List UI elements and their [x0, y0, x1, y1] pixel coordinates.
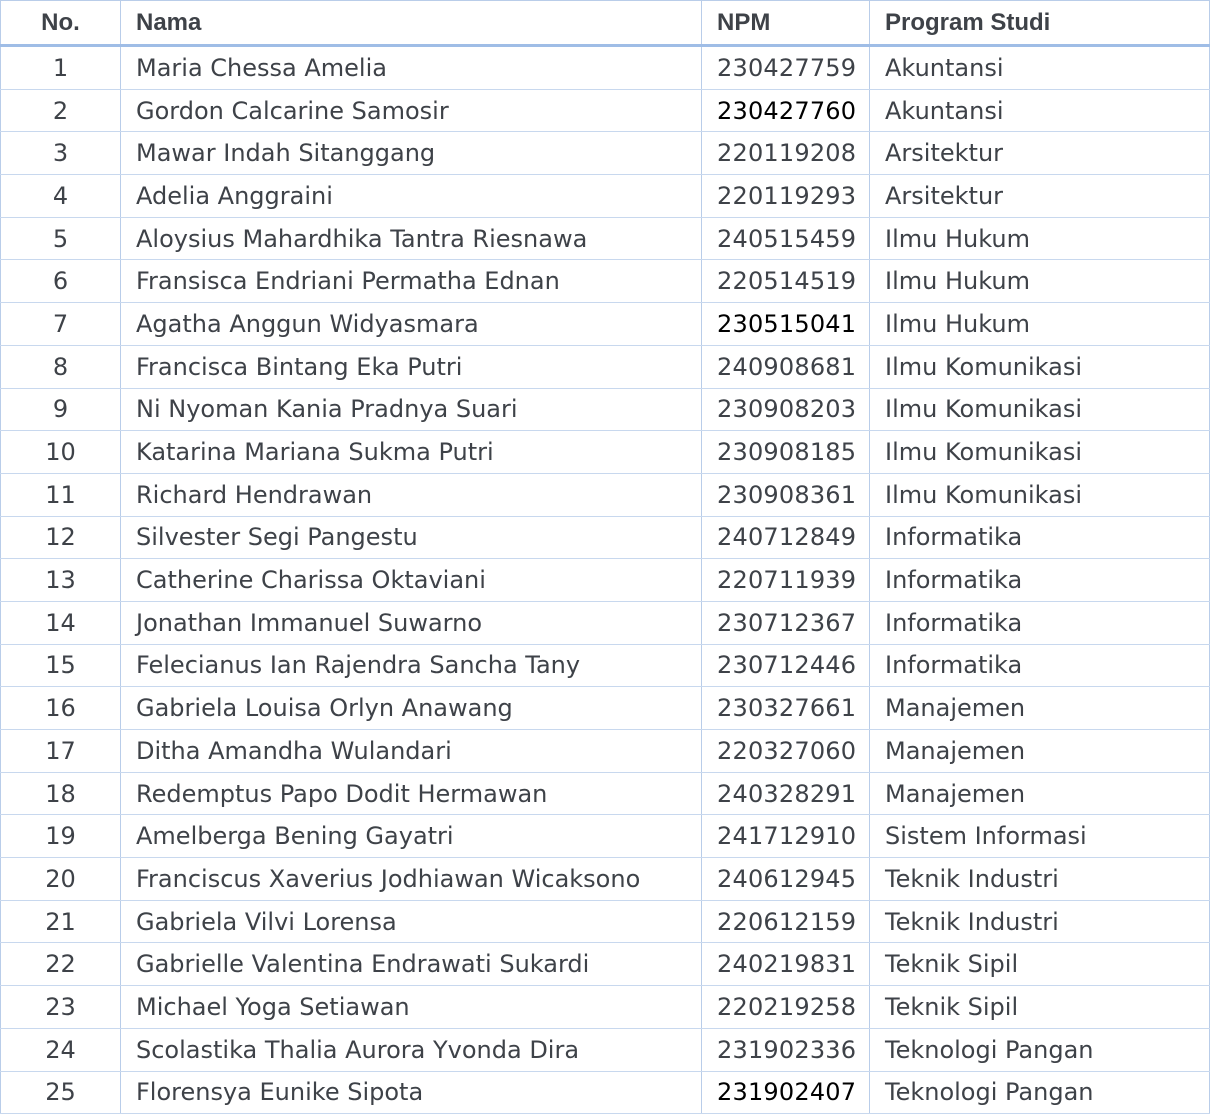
table-row — [1, 303, 1210, 346]
row-number: 14 — [1, 601, 121, 644]
row-number: 13 — [1, 559, 121, 602]
student-name: Michael Yoga Setiawan — [121, 986, 702, 1029]
table-row — [1, 473, 1210, 516]
row-number: 7 — [1, 303, 121, 346]
student-name: Ditha Amandha Wulandari — [121, 730, 702, 773]
program-studi: Akuntansi — [870, 46, 1210, 90]
student-npm: 240612945 — [702, 858, 870, 901]
row-number: 9 — [1, 388, 121, 431]
header-row — [1, 1, 1210, 46]
student-npm: 230908361 — [702, 473, 870, 516]
student-name: Ni Nyoman Kania Pradnya Suari — [121, 388, 702, 431]
row-number: 4 — [1, 175, 121, 218]
table-row — [1, 644, 1210, 687]
row-number: 21 — [1, 900, 121, 943]
row-number: 16 — [1, 687, 121, 730]
row-number: 15 — [1, 644, 121, 687]
header-program-studi: Program Studi — [870, 1, 1210, 46]
row-number: 12 — [1, 516, 121, 559]
table-row — [1, 559, 1210, 602]
row-number: 5 — [1, 217, 121, 260]
student-name: Richard Hendrawan — [121, 473, 702, 516]
table-row — [1, 986, 1210, 1029]
student-npm: 230908203 — [702, 388, 870, 431]
student-npm: 230712367 — [702, 601, 870, 644]
table-row — [1, 730, 1210, 773]
student-name: Florensya Eunike Sipota — [121, 1071, 702, 1114]
program-studi: Teknik Industri — [870, 900, 1210, 943]
table-row — [1, 687, 1210, 730]
table-row — [1, 46, 1210, 90]
program-studi: Ilmu Komunikasi — [870, 388, 1210, 431]
student-npm: 230515041 — [702, 303, 870, 346]
student-name: Jonathan Immanuel Suwarno — [121, 601, 702, 644]
student-name: Scolastika Thalia Aurora Yvonda Dira — [121, 1028, 702, 1071]
program-studi: Manajemen — [870, 687, 1210, 730]
row-number: 20 — [1, 858, 121, 901]
student-npm: 241712910 — [702, 815, 870, 858]
row-number: 24 — [1, 1028, 121, 1071]
program-studi: Arsitektur — [870, 132, 1210, 175]
header-npm: NPM — [702, 1, 870, 46]
student-name: Adelia Anggraini — [121, 175, 702, 218]
student-npm: 231902407 — [702, 1071, 870, 1114]
program-studi: Informatika — [870, 559, 1210, 602]
table-row — [1, 217, 1210, 260]
student-name: Catherine Charissa Oktaviani — [121, 559, 702, 602]
student-name: Gabriela Louisa Orlyn Anawang — [121, 687, 702, 730]
student-npm: 220327060 — [702, 730, 870, 773]
student-name: Amelberga Bening Gayatri — [121, 815, 702, 858]
student-npm: 230908185 — [702, 431, 870, 474]
student-npm: 240712849 — [702, 516, 870, 559]
table-row — [1, 175, 1210, 218]
table-row — [1, 89, 1210, 132]
program-studi: Akuntansi — [870, 89, 1210, 132]
program-studi: Ilmu Komunikasi — [870, 345, 1210, 388]
student-npm: 240908681 — [702, 345, 870, 388]
student-npm: 220219258 — [702, 986, 870, 1029]
program-studi: Teknik Sipil — [870, 943, 1210, 986]
row-number: 23 — [1, 986, 121, 1029]
table-row — [1, 815, 1210, 858]
program-studi: Informatika — [870, 601, 1210, 644]
row-number: 25 — [1, 1071, 121, 1114]
table-row — [1, 858, 1210, 901]
student-name: Franciscus Xaverius Jodhiawan Wicaksono — [121, 858, 702, 901]
table-row — [1, 943, 1210, 986]
table-row — [1, 1071, 1210, 1114]
student-name: Gabriela Vilvi Lorensa — [121, 900, 702, 943]
program-studi: Ilmu Hukum — [870, 260, 1210, 303]
student-npm: 220612159 — [702, 900, 870, 943]
student-npm: 230427759 — [702, 46, 870, 90]
student-name: Felecianus Ian Rajendra Sancha Tany — [121, 644, 702, 687]
row-number: 2 — [1, 89, 121, 132]
program-studi: Manajemen — [870, 772, 1210, 815]
student-npm: 220119208 — [702, 132, 870, 175]
row-number: 8 — [1, 345, 121, 388]
student-name: Aloysius Mahardhika Tantra Riesnawa — [121, 217, 702, 260]
table-row — [1, 260, 1210, 303]
program-studi: Manajemen — [870, 730, 1210, 773]
program-studi: Sistem Informasi — [870, 815, 1210, 858]
program-studi: Teknik Industri — [870, 858, 1210, 901]
program-studi: Ilmu Komunikasi — [870, 473, 1210, 516]
row-number: 17 — [1, 730, 121, 773]
program-studi: Teknologi Pangan — [870, 1071, 1210, 1114]
student-name: Agatha Anggun Widyasmara — [121, 303, 702, 346]
student-npm: 231902336 — [702, 1028, 870, 1071]
table-row — [1, 601, 1210, 644]
table-row — [1, 772, 1210, 815]
student-name: Gabrielle Valentina Endrawati Sukardi — [121, 943, 702, 986]
table-row — [1, 516, 1210, 559]
table-row — [1, 132, 1210, 175]
student-npm: 240219831 — [702, 943, 870, 986]
student-npm: 240515459 — [702, 217, 870, 260]
student-npm: 220119293 — [702, 175, 870, 218]
program-studi: Teknik Sipil — [870, 986, 1210, 1029]
student-npm: 220514519 — [702, 260, 870, 303]
student-name: Maria Chessa Amelia — [121, 46, 702, 90]
student-npm: 230427760 — [702, 89, 870, 132]
student-npm: 240328291 — [702, 772, 870, 815]
table-row — [1, 388, 1210, 431]
student-name: Silvester Segi Pangestu — [121, 516, 702, 559]
row-number: 18 — [1, 772, 121, 815]
student-npm: 230327661 — [702, 687, 870, 730]
table-row — [1, 1028, 1210, 1071]
student-name: Gordon Calcarine Samosir — [121, 89, 702, 132]
student-npm: 220711939 — [702, 559, 870, 602]
header-nama: Nama — [121, 1, 702, 46]
row-number: 6 — [1, 260, 121, 303]
row-number: 10 — [1, 431, 121, 474]
student-npm: 230712446 — [702, 644, 870, 687]
student-name: Mawar Indah Sitanggang — [121, 132, 702, 175]
row-number: 1 — [1, 46, 121, 90]
table-row — [1, 345, 1210, 388]
row-number: 3 — [1, 132, 121, 175]
program-studi: Ilmu Hukum — [870, 303, 1210, 346]
program-studi: Arsitektur — [870, 175, 1210, 218]
row-number: 22 — [1, 943, 121, 986]
student-name: Katarina Mariana Sukma Putri — [121, 431, 702, 474]
student-name: Redemptus Papo Dodit Hermawan — [121, 772, 702, 815]
row-number: 19 — [1, 815, 121, 858]
row-number: 11 — [1, 473, 121, 516]
header-no: No. — [1, 1, 121, 46]
program-studi: Informatika — [870, 644, 1210, 687]
table-row — [1, 900, 1210, 943]
program-studi: Informatika — [870, 516, 1210, 559]
program-studi: Teknologi Pangan — [870, 1028, 1210, 1071]
student-name: Fransisca Endriani Permatha Ednan — [121, 260, 702, 303]
program-studi: Ilmu Komunikasi — [870, 431, 1210, 474]
program-studi: Ilmu Hukum — [870, 217, 1210, 260]
student-name: Francisca Bintang Eka Putri — [121, 345, 702, 388]
table-row — [1, 431, 1210, 474]
